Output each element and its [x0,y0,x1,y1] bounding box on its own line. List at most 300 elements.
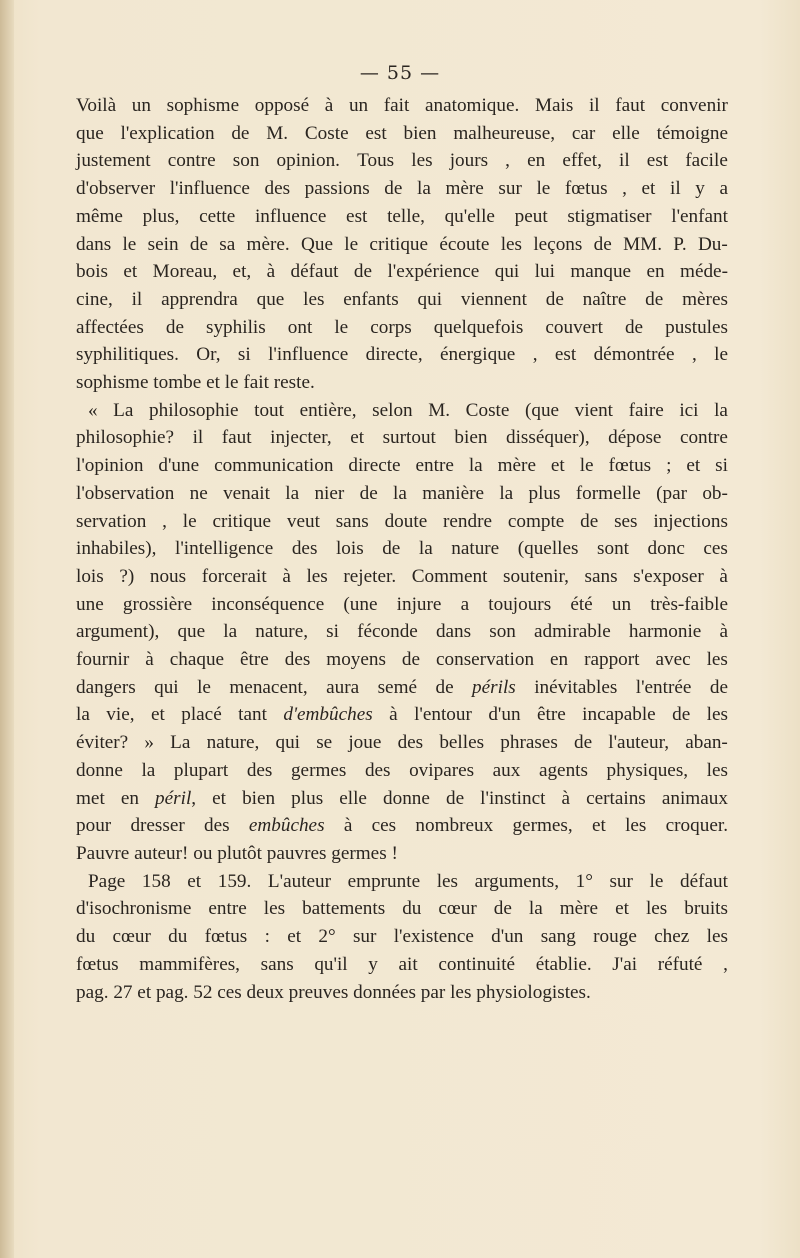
word: apprendra [161,288,238,310]
word: est [365,122,387,144]
word: qui [154,676,179,698]
word: été [570,593,593,615]
word: d'une [158,455,200,477]
word: ses [614,510,638,532]
text-line [76,535,728,563]
word: l'expérience [387,261,480,283]
word: la [468,455,483,477]
word: à [561,787,571,809]
word: de [165,316,184,338]
word: la [141,759,156,781]
word: embûches [248,815,325,837]
word: critique [212,510,272,532]
paragraph [76,397,728,868]
word: selon [372,399,413,421]
word: en [120,787,139,809]
text-line [76,314,728,342]
word: le [579,455,594,477]
word: les [706,704,728,726]
word: servation [76,510,147,532]
word: » [144,732,154,754]
word: la [223,621,238,643]
word: d'embûches [283,704,373,726]
word: ; [666,455,672,477]
word: pauvres [266,842,327,864]
word: de [401,649,421,671]
word: mère. [246,233,290,255]
word: il [669,178,681,200]
word: le [182,510,197,532]
word: injections [653,510,728,532]
word: des [204,815,230,837]
word: plus [528,482,561,504]
word: continuité [438,953,516,975]
word: le [714,344,728,366]
word: de [231,122,250,144]
word: ou [193,842,213,864]
word: d'observer [76,178,156,200]
word: nombreux [415,815,494,837]
word: toujours [488,593,552,615]
word: et [615,898,629,920]
word: sang [540,926,576,948]
word: deux [246,981,284,1003]
word: grossière [122,593,193,615]
word: lois [76,565,104,587]
word: cine, [76,288,113,310]
word: le [536,178,551,200]
word: injecter, [270,427,332,449]
word: fœtus [608,455,652,477]
text-line [76,258,728,286]
word: que [256,288,285,310]
word: injure [396,593,442,615]
word: car [571,122,596,144]
word: pour [76,815,112,837]
word: les [500,233,523,255]
word: Or, [196,344,221,366]
word: rejeter. [343,565,397,587]
word: Coste [304,122,349,144]
word: tant [238,704,267,726]
word: l'entrée [635,676,692,698]
word: sans [335,510,369,532]
word: d'isochronisme [76,898,192,920]
word: argument), [76,621,160,643]
word: contre [167,150,216,172]
word: y [695,178,705,200]
word: 2° [318,926,336,948]
word: vie, [106,704,135,726]
word: 159. [217,870,252,892]
word: être [240,649,269,671]
word: arguments, [474,870,559,892]
word: le [224,372,239,394]
word: M. [266,122,289,144]
word: et [212,787,226,809]
word: , [723,953,728,975]
word: et [591,815,606,837]
word: , [162,510,167,532]
word: qui [494,261,520,283]
word: bien [242,787,276,809]
word: nature, [255,621,309,643]
word: la [76,704,90,726]
word: jours [449,150,489,172]
body-text [76,92,728,1006]
word: les [263,898,286,920]
word: dresser [130,815,185,837]
word: à [719,565,728,587]
word: elle [339,787,367,809]
word: l'intelligence [175,538,274,560]
word: plupart [173,759,229,781]
word: qui [275,732,301,754]
word: stigmatiser [567,205,652,227]
word: vient [574,399,614,421]
word: moyens [326,649,386,671]
word: les [625,815,647,837]
text-line [76,341,728,369]
word: énergique [440,344,516,366]
word: des [284,649,311,671]
word: sans [584,565,618,587]
word: La [170,732,191,754]
word: écoute [439,233,490,255]
word: si [326,621,339,643]
word: des [246,759,273,781]
word: Comment [411,565,488,587]
word: par [420,981,446,1003]
text-line [76,951,728,979]
word: donne [76,759,123,781]
word: tout [254,399,284,421]
text-line [76,424,728,452]
word: l'influence [268,344,349,366]
text-line [76,812,728,840]
word: à [145,649,154,671]
word: des [397,732,424,754]
word: et, [232,261,252,283]
word: plus [291,787,324,809]
word: bruits [684,898,728,920]
text-line [76,147,728,175]
word: les [303,288,325,310]
word: formelle [575,482,641,504]
word: mère [445,178,484,200]
word: contre [679,427,728,449]
word: une [76,593,104,615]
word: du [76,926,96,948]
word: sophisme [76,372,149,394]
word: emprunte [347,870,421,892]
word: facile [685,150,728,172]
word: animaux [661,787,728,809]
word: Que [301,233,333,255]
word: mère [497,455,536,477]
word: péril, [155,787,197,809]
word: aura [326,676,360,698]
word: L'auteur [267,870,332,892]
word: de [353,261,373,283]
word: mères [682,288,728,310]
word: si [715,455,728,477]
word: de [645,288,664,310]
word: que [76,122,104,144]
word: le [122,233,137,255]
word: ! [391,842,398,864]
word: défaut [679,870,728,892]
word: elle [612,122,640,144]
word: de [624,316,644,338]
word: « [88,399,98,421]
word: à [719,621,728,643]
word: ?) [119,565,135,587]
word: fait [383,95,410,116]
word: affectées [76,316,144,338]
word: l'existence [393,926,474,948]
word: viennent [460,288,527,310]
word: la [418,538,433,560]
page-binding-edge [0,0,14,1258]
word: son [232,150,260,172]
word: les [706,926,728,948]
word: des [364,759,391,781]
word: l'enfant [671,205,728,227]
word: des [291,538,318,560]
word: un [611,593,632,615]
word: méde- [680,261,728,283]
word: reste. [273,372,315,394]
word: pag. [155,981,189,1003]
word: anatomique. [424,95,520,116]
text-line [76,286,728,314]
word: convenir [660,95,728,116]
word: éviter? [76,732,129,754]
text-line [76,923,728,951]
word: et [123,261,138,283]
word: en [527,150,546,172]
word: quelquefois [433,316,524,338]
word: naître [582,288,627,310]
word: défaut [290,261,339,283]
word: qu'elle [444,205,495,227]
word: ne [189,482,208,504]
text-line [76,701,728,729]
word: établie. [535,953,592,975]
word: Moreau, [152,261,218,283]
word: malheureuse, [453,122,556,144]
word: cette [199,205,236,227]
word: et [686,455,701,477]
word: effet, [562,150,602,172]
word: syphilis [206,316,266,338]
word: même [76,205,123,227]
word: et [550,455,565,477]
word: doute [384,510,428,532]
word: l'explication [120,122,215,144]
word: ces [371,815,397,837]
word: nier [314,482,345,504]
word: mammifères, [139,953,240,975]
text-line [76,729,728,757]
word: met [76,787,105,809]
word: ces [703,538,728,560]
word: bien [403,122,437,144]
word: de [189,233,208,255]
text-line [76,120,728,148]
word: y [368,953,378,975]
word: l'instinct [480,787,546,809]
word: (quelles [517,538,579,560]
word: dangers [76,676,136,698]
word: la [714,399,728,421]
word: placé [181,704,222,726]
word: , [532,344,538,366]
word: le [197,676,211,698]
word: de [384,178,403,200]
text-line [76,203,728,231]
word: et [350,427,365,449]
word: a [719,178,728,200]
word: bois [76,261,108,283]
word: il [192,427,204,449]
word: dans [435,621,472,643]
word: Tous [357,150,395,172]
word: Coste [465,399,510,421]
word: mère [559,898,599,920]
text-line [76,231,728,259]
word: ces [217,981,242,1003]
word: pustules [665,316,728,338]
word: Page [88,870,126,892]
word: Du- [697,233,728,255]
word: P. [673,233,687,255]
word: plutôt [217,842,262,864]
word: à [324,95,334,116]
word: l'entour [414,704,472,726]
word: rapport [584,649,640,671]
word: : [264,926,270,948]
word: communication [214,455,334,477]
word: l'auteur, [608,732,670,754]
word: compte [507,510,565,532]
word: chez [654,926,690,948]
word: donne [383,787,430,809]
word: de [573,732,593,754]
word: , [691,344,697,366]
word: peut [514,205,548,227]
word: lois [335,538,364,560]
word: J'ai [612,953,638,975]
word: harmonie [628,621,702,643]
word: l'observation [76,482,175,504]
word: de [593,233,612,255]
word: de [580,510,599,532]
word: est [554,344,577,366]
word: et [150,704,165,726]
word: qui [417,288,443,310]
word: phrases [500,732,558,754]
word: enfants [343,288,399,310]
word: témoigne [656,122,728,144]
word: telle, [387,205,425,227]
word: le [344,233,359,255]
word: philosophie? [76,427,175,449]
word: qu'il [314,953,348,975]
text-line [76,840,728,868]
word: croquer. [665,815,728,837]
word: physiologistes. [476,981,591,1003]
word: chaque [169,649,225,671]
word: donc [647,538,685,560]
word: sans [260,953,294,975]
word: Mais [534,95,574,116]
word: soutenir, [503,565,569,587]
text-line [76,785,728,813]
word: joue [348,732,382,754]
paragraph [76,868,728,1007]
text-line [76,175,728,203]
word: manque [570,261,632,283]
word: fait [243,372,269,394]
word: avec [655,649,691,671]
word: réfuté [657,953,703,975]
word: philosophie [149,399,239,421]
word: rouge [593,926,637,948]
word: Pauvre [76,842,130,864]
word: fœtus [204,926,248,948]
word: de [382,538,401,560]
word: est [346,205,368,227]
word: données [353,981,416,1003]
word: démontrée [593,344,675,366]
word: nature, [206,732,260,754]
word: de [709,676,728,698]
word: germes [290,759,347,781]
word: l'opinion [76,455,144,477]
word: surtout [382,427,436,449]
word: 27 [113,981,133,1003]
word: critique [369,233,429,255]
word: il [619,150,630,172]
word: leçons [533,233,583,255]
word: le [334,316,349,338]
word: les [706,759,728,781]
word: en [550,649,569,671]
word: en [646,261,665,283]
word: faut [615,95,646,116]
word: la [528,898,543,920]
word: dépose [608,427,662,449]
text-line [76,979,728,1007]
text-line [76,480,728,508]
word: auteur! [134,842,189,864]
word: inhabiles), [76,538,157,560]
word: du [168,926,188,948]
word: à [282,565,291,587]
word: agents [538,759,588,781]
word: , [622,178,627,200]
word: sa [219,233,236,255]
word: a [460,593,470,615]
word: la [499,482,514,504]
word: 52 [193,981,213,1003]
word: lui [534,261,555,283]
word: de [359,482,378,504]
word: et [137,981,152,1003]
word: être [536,704,566,726]
